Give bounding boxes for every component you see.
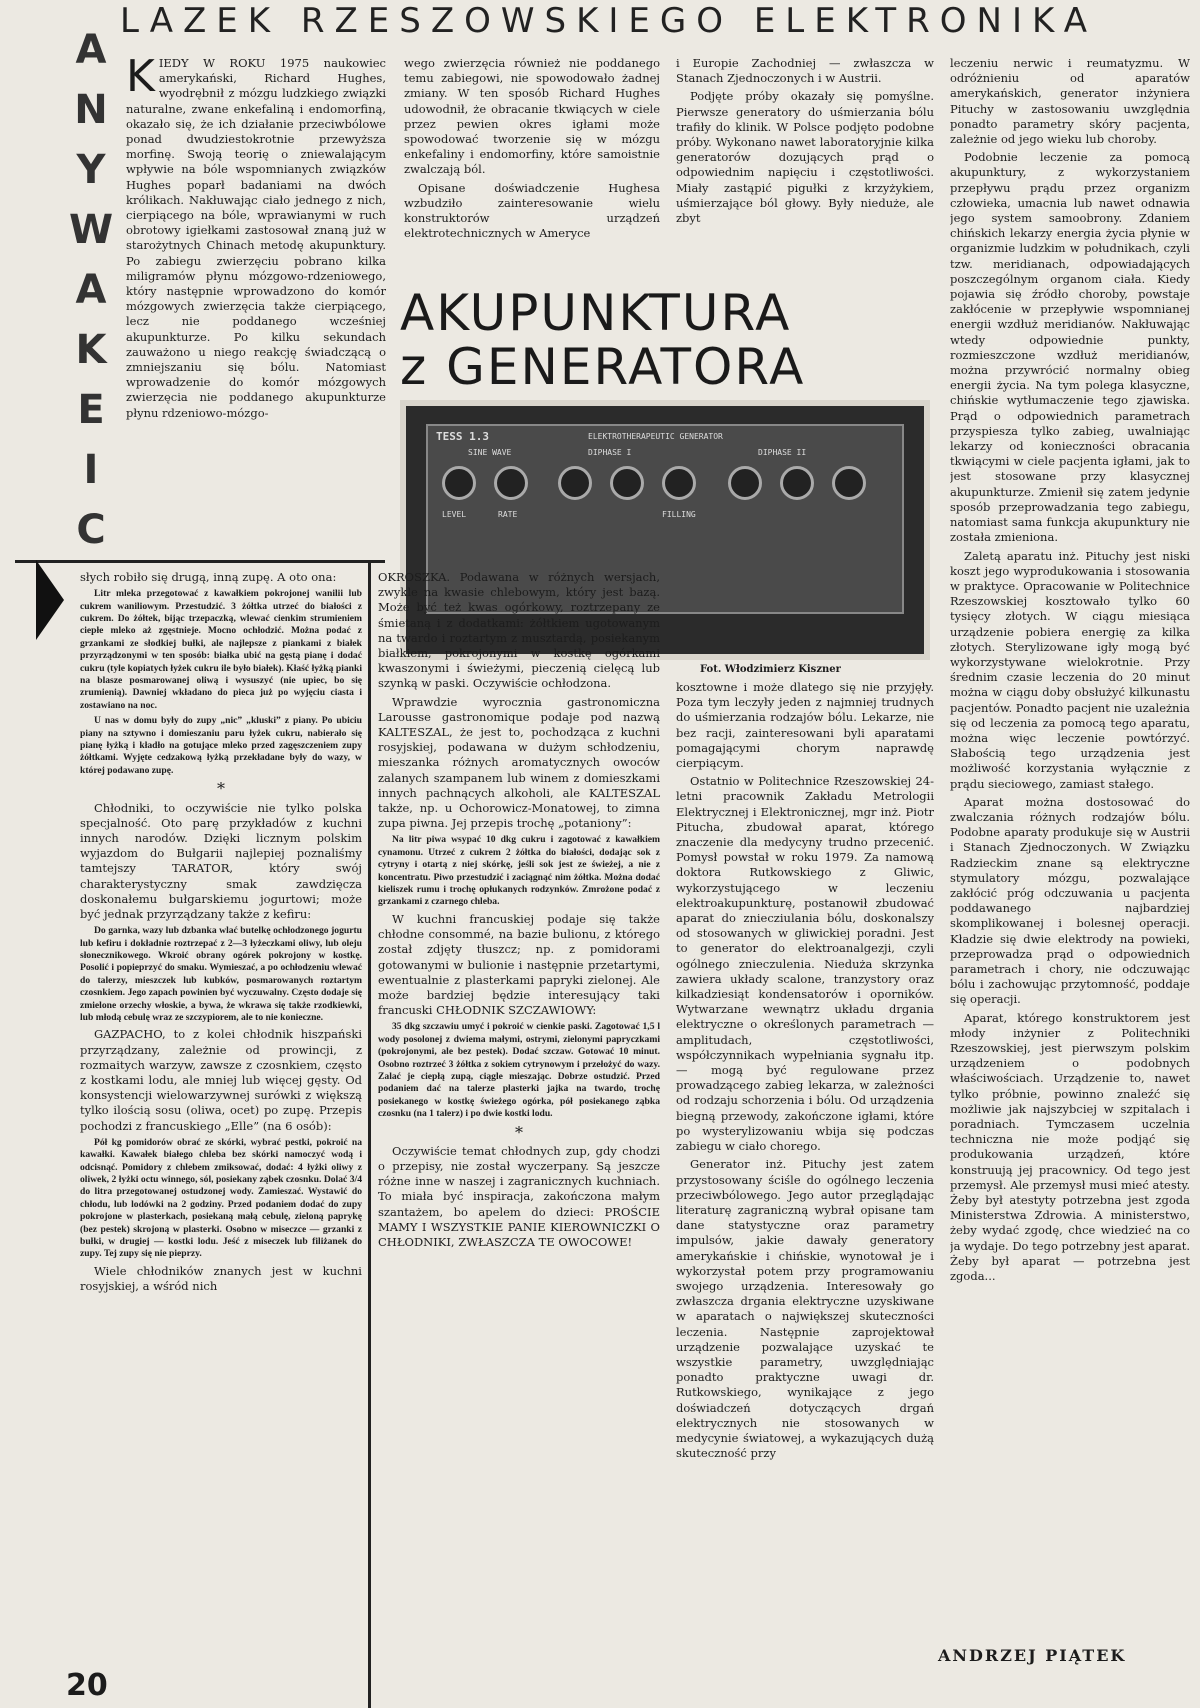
panel-label: FILLING bbox=[662, 510, 696, 519]
article-paragraph: kosztowne i może dlatego się nie przyjęły. Poza tym leczyły jeden z najmniej trudnych do uśmierzania rodzajów bólu. Lekarze, nie bez racji, zainteresowani byli aparatami pomagającymi chorym naprawdę cierpiącym. bbox=[676, 680, 934, 771]
knob-icon bbox=[780, 466, 814, 500]
side-letter: C bbox=[76, 507, 106, 553]
recipe-paragraph: Wprawdzie wyrocznia gastronomiczna Larousse gastronomique podaje pod nazwą KALTESZAL, że jest to, pochodząca z kuchni rosyjskiej, podawana w dużym schłodzeniu, mieszanka różnych aromatycznych owoców zalanych szampanem lub winem z domieszkami innych pachnących alkoholi, ale KALTESZAL także, np. u Ochorowicz-Monatowej, to zimna zupa piwna. Jej przepis trochę „potaniony”: bbox=[378, 694, 660, 831]
recipe-text: Do garnka, wazy lub dzbanka wlać butelkę ochłodzonego jogurtu lub kefiru i dokładnie roztrzepać z 2—3 łyżeczkami oliwy, lub oleju słonecznikowego. Wkroić obrany ogórek pokrojony w kostkę. Posolić i popieprzyć do smaku. Wymieszać, a po ochłodzeniu wlewać do talerzy, mieszczek lub kubków, posmarowanych roztartym czosnkiem. Jego zapach powinien być wyczuwalny. Często dodaje się zmielone orzechy włoskie, a bywa, że wkrawa się także rzodkiewki, lub młodą cebulę wraz ze szczypiorem, ale to nie konieczne. bbox=[80, 925, 362, 1023]
side-letter: A bbox=[75, 267, 107, 313]
article-column-2 bbox=[404, 56, 660, 284]
drop-cap: K bbox=[126, 56, 155, 102]
separator-star: * bbox=[515, 1122, 523, 1142]
knob-icon bbox=[442, 466, 476, 500]
side-letter: E bbox=[77, 387, 105, 433]
article-paragraph: leczeniu nerwic i reumatyzmu. W odróżnieniu od aparatów amerykańskich, generator inżyniera Pituchy w zastosowaniu uwzględnia ponadto parametry skóry pacjenta, zależnie od jego wieku lub choroby. bbox=[950, 56, 1190, 147]
article-column-mid bbox=[676, 680, 934, 1680]
article-paragraph: wego zwierzęcia również nie poddanego temu zabiegowi, nie spowodowało żadnej zmiany. W ten sposób Richard Hughes udowodnił, że obracanie tkwiących w ciele przez pewien okres igłami może spowodować tworzenie się w mózgu enkefaliny i endomorfiny, które samoistnie zwalczają ból. bbox=[404, 56, 660, 177]
section-banner: LAZEK RZESZOWSKIEGO ELEKTRONIKA bbox=[120, 1, 1097, 41]
recipe-paragraph: Chłodniki, to oczywiście nie tylko polska specjalność. Oto parę przykładów z kuchni innych narodów. Dzięki licznym polskim wyjazdom do Bułgarii najlepiej poznaliśmy tamtejszy TARATOR, który swój charakterystyczny smak zawdzięcza doskonałemu bułgarskiemu jogurtowi; może być jednak przyrządzany także z kefiru: bbox=[80, 800, 362, 921]
knob-icon bbox=[494, 466, 528, 500]
article-paragraph: Podobnie leczenie za pomocą akupunktury, z wykorzystaniem przepływu prądu przez organizm człowieka, umacnia lub nawet odnawia jego system samoobrony. Zdaniem chińskich lekarzy energia życia płynie w organizmie ludzkim w południkach, czyli tzw. meridianach, odpowiadających poszczególnym organom ciała. Kiedy pojawia się źródło choroby, powstaje zakłócenie w przepływie wspomnianej energii wzdłuż meridianów. Nakłuwając wtedy odpowiednie punkty, rozmieszczone wzdłuż meridianów, można przywrócić normalny obieg energii życia. Na tym polega klasyczne, chińskie wytłumaczenie tego zjawiska. Prąd o odpowiednich parametrach przyspiesza tylko zabieg, uwalniając lekarzy od konieczności obracania tkwiącymi w ciele pacjenta igłami, jak to jest stosowane przy klasycznej akupunkturze. Zmienił się zatem jedynie sposób przeprowadzania tego zabiegu, natomiast sama funkcja akupunktury nie została zmieniona. bbox=[950, 150, 1190, 545]
knob-icon bbox=[832, 466, 866, 500]
section-divider bbox=[15, 560, 385, 563]
side-letter: A bbox=[75, 27, 107, 73]
panel-label: DIPHASE II bbox=[758, 448, 807, 457]
recipe-text: Litr mleka przegotować z kawałkiem pokrojonej wanilii lub cukrem waniliowym. Przestudzić. 3 żółtka utrzeć do białości z cukrem. Do żółtek, bijąc trzepaczką, wlewać cienkim strumieniem ciepłe mleko aż zgęstnieje. Mocno ochłodzić. Można podać z grzankami ze słodkiej bułki, ale najlepsze z piankami z białek przyrządzonymi w ten sposób: białka ubić na gęstą pianę i dodać cukru (tyle kopiatych łyżek cukru ile było białek). Kłaść łyżką pianki na blasze posmarowanej oliwą i wysuszyć (nie upiec, bo się zrumienią). Dawniej wkładano do pieca już po wyjęciu ciasta i zostawiano na noc. bbox=[80, 588, 362, 711]
arrow-marker-icon bbox=[36, 560, 64, 640]
page-number: 20 bbox=[66, 1668, 108, 1703]
knob-icon bbox=[610, 466, 644, 500]
recipe-paragraph: GAZPACHO, to z kolei chłodnik hiszpański przyrządzany, zależnie od prowincji, z rozmaitych warzyw, zawsze z czosnkiem, często z kostkami lodu, ale mniej lub więcej gęsty. Od konsystencji wielowarzywnej surówki z większą tylko ilością sosu (oliwa, ocet) po zupę. Przepis pochodzi z francuskiego „Elle” (na 6 osób): bbox=[80, 1027, 362, 1133]
side-letter: I bbox=[83, 447, 99, 493]
panel-label: RATE bbox=[498, 510, 518, 519]
device-name-label: TESS 1.3 bbox=[436, 430, 489, 443]
article-paragraph: Ostatnio w Politechnice Rzeszowskiej 24-letni pracownik Zakładu Metrologii Elektrycznej i Elektronicznej, mgr inż. Piotr Pitucha, zbudował aparat, którego znaczenie dla medycyny trudno przecenić. Pomysł powstał w roku 1979. Za namową doktora Rutkowskiego z Gliwic, wykorzystującego w leczeniu elektroakupunkturę, postanowił zbudować aparat do zniecziulania bólu, doskonalszy od stosowanych w gliwickiej poradni. Jest to generator do elektroanalgezji, czyli ogólnego znieczulenia. Nieduża skrzynka zawiera układy scalone, tranzystory oraz kilkadziesiąt kondensatorów i oporników. Wytwarzane wewnątrz układu drgania elektryczne o określonych parametrach — amplitudach, częstotliwości, współczynnikach wypełniania sygnału itp. — mogą być regulowane przez prowadzącego zabieg lekarza, w zależności od rodzaju schorzenia i bólu. Od urządzenia biegną przewody, zakończone igłami, które po wysterylizowaniu wbija się podczas zabiegu w ciało chorego. bbox=[676, 774, 934, 1154]
article-paragraph: Opisane doświadczenie Hughesa wzbudziło zainteresowanie wielu konstruktorów urządzeń elektrotechnicznych w Ameryce bbox=[404, 180, 660, 241]
article-paragraph: Aparat, którego konstruktorem jest młody inżynier z Politechniki Rzeszowskiej, jest pierwszym polskim urządzeniem o podobnych właściwościach. Urządzenie to, nawet tylko próbnie, powinno znaleźć się możliwie jak najszybciej w szpitalach i poradniach. Tymczasem uczelnia techniczna nie może podjąć się produkowania urządzeń, które konstruują jej pracownicy. Od tego jest przemysł. Ale przemysł musi mieć atesty. Żeby był atestyty potrzebna jest zgoda Ministerstwa Zdrowia. A ministerstwo, żeby wydać zgodę, chce wiedzieć na co ja wydaje. Do tego potrzebny jest aparat. Żeby był aparat — potrzebna jest zgoda... bbox=[950, 1010, 1190, 1284]
recipe-text: U nas w domu były do zupy „nic” „kluski” z piany. Po ubiciu piany na sztywno i domieszaniu paru łyżek cukru, nabierało się pianę łyżką i kładło na gotujące mleko przed zagęszczeniem zupy żółtkami. Wyjęte cedzakową łyżką przekładane były do wazy, w której podawano zupę. bbox=[80, 715, 362, 776]
author-signature: ANDRZEJ PIĄTEK bbox=[938, 1646, 1127, 1665]
panel-label: LEVEL bbox=[442, 510, 467, 519]
article-paragraph: Aparat można dostosować do zwalczania różnych rodzajów bólu. Podobne aparaty produkuje się w Austrii i Stanach Zjednoczonych. W Związku Radzieckim znane są elektryczne stymulatory mózgu, pozwalające zakłócić próg odczuwania u pacjenta poddawanego najbardziej skomplikowanej i bolesnej operacji. Kładzie się dwie elektrody na powieki, przeprowadza prąd o odpowiednich parametrach i chory, nie odczuwając bólu i zachowując przytomność, poddaje się operacji. bbox=[950, 794, 1190, 1007]
recipe-paragraph: Oczywiście temat chłodnych zup, gdy chodzi o przepisy, nie został wyczerpany. Są jeszcze różne inne w naszej i zagranicznych kuchniach. To miała być inspiracja, zakończona małym szantażem, bo apelem do dzieci: PROŚCIE MAMY I WSZYSTKIE PANIE KIEROWNICZKI O CHŁODNIKI, ZWŁASZCZA TE OWOCOWE! bbox=[378, 1143, 660, 1249]
recipe-column-mid bbox=[378, 570, 660, 1678]
panel-title-label: ELEKTROTHERAPEUTIC GENERATOR bbox=[588, 432, 723, 441]
recipe-text: Na litr piwa wsypać 10 dkg cukru i zagotować z kawałkiem cynamonu. Utrzeć z cukrem 2 żółtka do białości, dodając sok z cytryny i otartą z niej skórkę, jeśli sok jest ze świeżej, a nie z koncentratu. Piwo przestudzić i zaciągnąć nim żółtka. Można dodać kieliszek rumu i trochę opłukanych rodzynków. Zmrożone podać z grzankami z czarnego chleba. bbox=[378, 834, 660, 908]
knob-icon bbox=[728, 466, 762, 500]
article-paragraph: Generator inż. Pituchy jest zatem przystosowany ściśle do ogólnego leczenia przeciwbólowego. Jego autor przeglądając literaturę zagraniczną wybrał opisane tam dane statystyczne oraz parametry impulsów, jakie dawały generatory amerykańskie i chińskie, wynotował je i wykorzystał potem przy programowaniu swojego urządzenia. Interesowały go zwłaszcza drgania elektryczne uzyskiwane w aparatach o największej skuteczności leczenia. Następnie zaprojektował urządzenie pozwalające uzyskać te wszystkie parametry, uwzględniając ponadto praktyczne uwagi dr. Rutkowskiego, wynikające z jego doświadczeń dotyczących drgań elektrycznych nie stosowanych w medycynie światowej, a wykazujących dużą skuteczność przy bbox=[676, 1157, 934, 1461]
section-divider-vertical bbox=[368, 560, 371, 1708]
article-paragraph: i Europie Zachodniej — zwłaszcza w Stanach Zjednoczonych i w Austrii. bbox=[676, 56, 934, 86]
article-column-3 bbox=[676, 56, 934, 284]
recipe-paragraph: W kuchni francuskiej podaje się także chłodne consommé, na bazie bulionu, z którego został zdjęty tłuszcz; np. z pomidorami gotowanymi w bulionie i następnie przetartymi, ewentualnie z plasterkami papryki zielonej. Ale może bardziej będzie interesujący taki francuski CHŁODNIK SZCZAWIOWY: bbox=[378, 911, 660, 1018]
article-column-4 bbox=[950, 56, 1190, 1636]
recipe-paragraph: słych robiło się drugą, inną zupę. A oto ona: bbox=[80, 570, 337, 584]
panel-label: DIPHASE I bbox=[588, 448, 632, 457]
side-vertical-label bbox=[56, 27, 126, 553]
side-letter: K bbox=[75, 327, 107, 373]
photo-caption: Fot. Włodzimierz Kiszner bbox=[700, 664, 841, 675]
recipe-text: 35 dkg szczawiu umyć i pokroić w cienkie paski. Zagotować 1,5 l wody posolonej z dwiema małymi, ostrymi, zielonymi papryczkami (pokrojonymi, ale bez pestek). Dodać szczaw. Gotować 10 minut. Osobno roztrzeć 3 żółtka z sokiem cytrynowym i przełożyć do wazy. Zalać je ciepłą zupą, ciągle mieszając. Dobrze ostudzić. Przed podaniem dać na talerze plasterki jajka na twardo, trochę posiekanego w kostkę świeżego ogórka, pół posiekanego ząbka czosnku (na 1 talerz) i po dwie kostki lodu. bbox=[378, 1021, 660, 1120]
recipe-column-left bbox=[80, 570, 362, 1678]
article-paragraph: KIEDY W ROKU 1975 naukowiec amerykański, Richard Hughes, wyodrębnił z mózgu ludzkiego związki naturalne, zwane enkefaliną i endomorfiną, okazało się, że ich działanie przeciwbólowe ponad dwudziestokrotnie przewyższa morfinę. Swoją teorię o zniewalającym wpływie na bóle wspomnianych związków Hughes poparł badaniami na dwóch królikach. Nakłuwając ciało jednego z nich, cierpiącego na bóle, wprawianymi w ruch obrotowy igiełkami zastosował znaną już w starożytnych Chinach metodę akupunktury. Po zabiegu zwierzęciu pobrano kilka miligramów płynu mózgowo-rdzeniowego, który następnie wprowadzono do komór mózgowych zwierzęcia także cierpiącego, lecz nie poddanego wcześniej akupunkturze. Po kilku sekundach zauważono u niego reakcję świadczącą o zmniejszaniu się bólu. Natomiast wprowadzenie do komór mózgowych zwierzęcia nie poddanego akupunkturze płynu rdzeniowo-mózgo- bbox=[126, 56, 386, 420]
recipe-paragraph: Wiele chłodników znanych jest w kuchni rosyjskiej, a wśród nich bbox=[80, 1263, 362, 1294]
separator-star: * bbox=[217, 779, 225, 799]
article-headline bbox=[400, 286, 940, 394]
recipe-paragraph: OKROSZKA. Podawana w różnych wersjach, zwykle na kwasie chlebowym, który jest bazą. Może być też kwas ogórkowy, roztrzepany ze śmietaną i z dodatkami: żółtkiem ugotowanym na twardo i roztartym z musztardą, posiekanym białkiem, pokrojonymi w kostkę ogórkami kwaszonymi i świeżymi, pieczenią cielęcą lub szynką w paski. Oczywiście ochłodzona. bbox=[378, 570, 660, 691]
panel-label: SINE WAVE bbox=[468, 448, 512, 457]
side-letter: N bbox=[74, 87, 108, 133]
headline-line: AKUPUNKTURA bbox=[400, 284, 792, 342]
article-column-1 bbox=[126, 56, 386, 546]
article-paragraph: Zaletą aparatu inż. Pituchy jest niski koszt jego wyprodukowania i stosowania w praktyce. Opracowanie w Politechnice Rzeszowskiej kosztowało tylko 60 tysięcy złotych. W ciągu miesiąca urządzenie pobiera energię za kilka złotych. Sterylizowane igły mogą być wykorzystywane wielokrotnie. Przy średnim czasie leczenia do 20 minut można w ciągu doby obsłużyć kilkunastu pacjentów. Ponadto pacjent nie uzależnia się od leczenia za pomocą tego aparatu, można więc leczenie powtórzyć. Słabością tego urządzenia jest możliwość korzystania wyłącznie z prądu sieciowego, zamiast stałego. bbox=[950, 548, 1190, 791]
side-letter: Y bbox=[76, 147, 106, 193]
side-letter: W bbox=[68, 207, 114, 253]
headline-line: z GENERATORA bbox=[400, 338, 806, 396]
recipe-text: Pół kg pomidorów obrać ze skórki, wybrać pestki, pokroić na kawałki. Kawałek białego chleba bez skórki namoczyć wodą i odcisnąć. Pomidory z chlebem zmiksować, dodać: 4 łyżki oliwy z oliwek, 2 łyżki octu winnego, sól, posiekany ząbek czosnku. Dolać 3/4 do litra przegotowanej ostudzonej wody. Zamieszać. Wystawić do chłodu, lub lodówki na 2 godziny. Przed podaniem dodać do zupy pokrojone w plasterkach, posiekaną małą cebulę, zieloną paprykę (bez pestek) skrojoną w plasterki. Osobno w miseczce — grzanki z bułki, w drugiej — kostki lodu. Jeść z miseczek lub filiżanek do zupy. Tej zupy się nie pieprzy. bbox=[80, 1136, 362, 1260]
knob-icon bbox=[662, 466, 696, 500]
article-paragraph: Podjęte próby okazały się pomyślne. Pierwsze generatory do uśmierzania bólu trafiły do klinik. W Polsce podjęto podobne próby. Wykonano nawet laboratoryjnie kilka generatorów dozujących prąd o odpowiednim napięciu i częstotliwości. Miały zastąpić pigułki z krzyżykiem, uśmierzające ból głowy. Były nieduże, ale zbyt bbox=[676, 89, 934, 226]
knob-icon bbox=[558, 466, 592, 500]
